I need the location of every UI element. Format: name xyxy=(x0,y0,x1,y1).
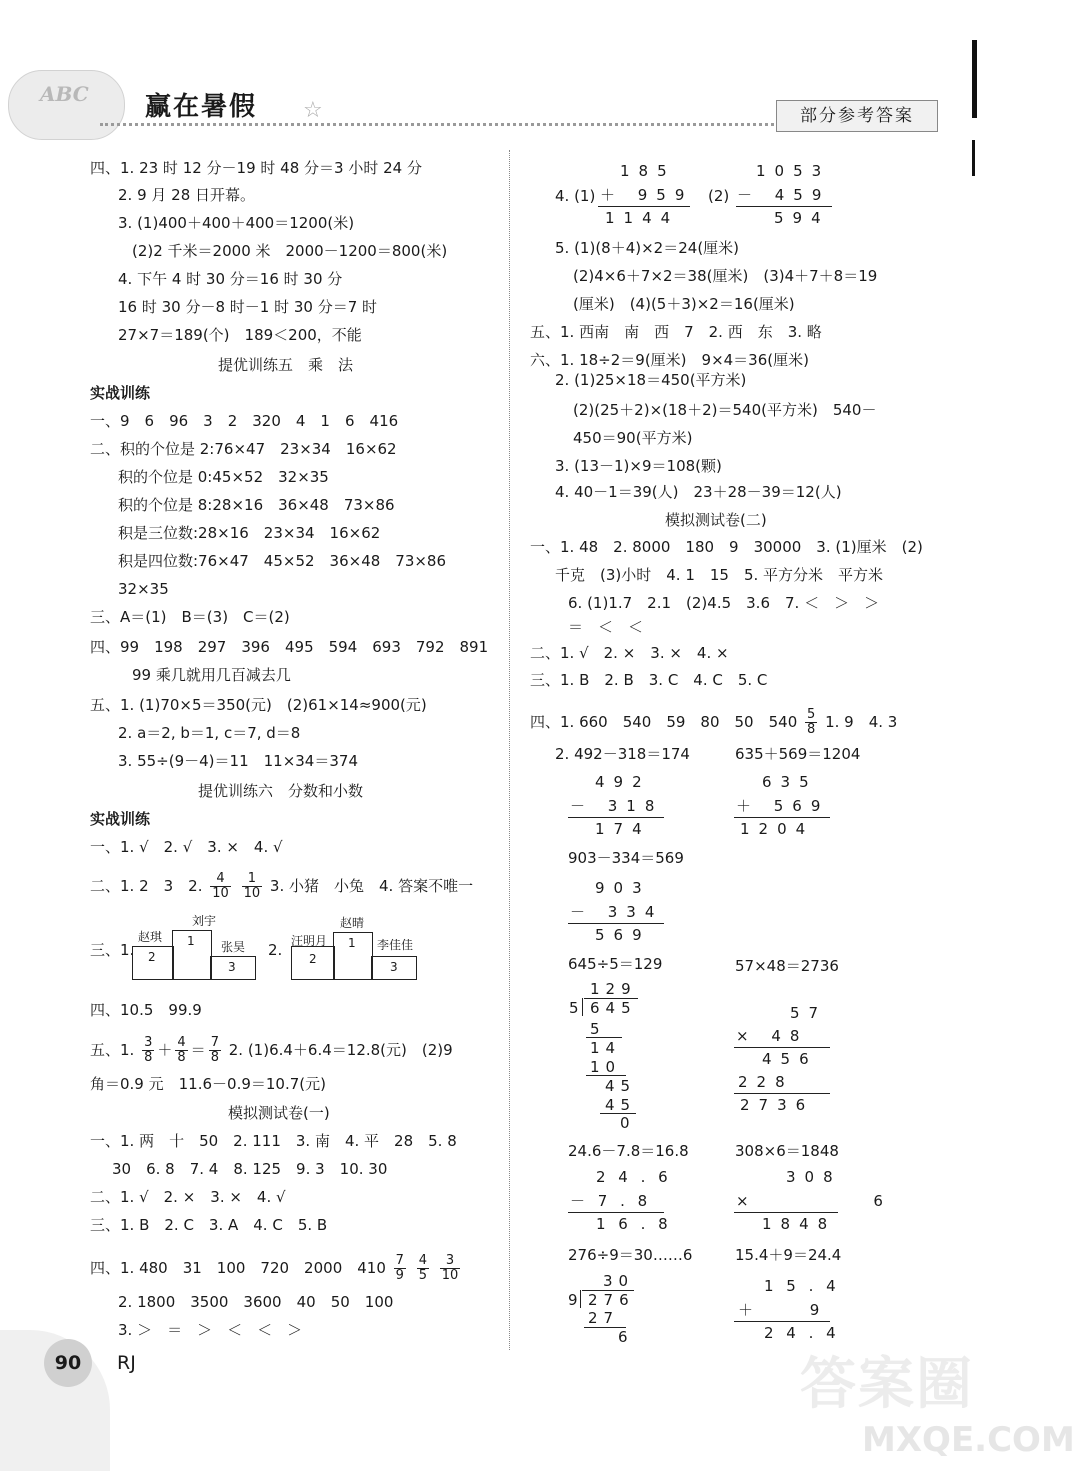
answer-text: 五、1. xyxy=(90,1041,135,1059)
answer-line: 六、1. 18÷2＝9(厘米) 9×4＝36(厘米) xyxy=(530,351,809,369)
answer-line: 四、10.5 99.9 xyxy=(90,1001,202,1019)
division-step: 27 xyxy=(588,1309,620,1327)
header-divider xyxy=(100,123,780,126)
podium-rank: 2 xyxy=(309,952,317,966)
vertical-calc-row: 174 xyxy=(595,820,651,838)
calc-rule xyxy=(586,1075,626,1076)
vertical-calc-row: 1 5 . 4 xyxy=(764,1277,840,1295)
watermark-url: MXQE.COM xyxy=(862,1420,1075,1460)
section-heading: 提优训练五 乘 法 xyxy=(218,356,354,374)
answer-text: 2. xyxy=(268,941,283,959)
answer-line: 2. 492－318＝174 xyxy=(555,745,690,763)
division-step: 5 xyxy=(590,1020,609,1038)
answer-line: 2. 1800 3500 3600 40 50 100 xyxy=(118,1293,394,1311)
podium-rank: 3 xyxy=(390,960,398,974)
vertical-calc-row: － 7 . 8 xyxy=(570,1192,652,1210)
answer-line: 3. ＞ ＝ ＞ ＜ ＜ ＞ xyxy=(118,1321,303,1339)
division-step: 45 xyxy=(605,1096,637,1114)
division-bracket xyxy=(582,998,583,1016)
fraction: $\frac{7}{8}$ xyxy=(210,1035,219,1065)
podium-name: 赵晴 xyxy=(340,916,365,930)
answer-line: 15.4＋9＝24.4 xyxy=(735,1246,842,1264)
answer-label: 4. (1) xyxy=(555,187,596,205)
section-label: 部分参考答案 xyxy=(776,100,938,132)
book-title: 赢在暑假 xyxy=(145,92,258,122)
vertical-calc-row: 569 xyxy=(595,926,651,944)
plus-sign: ＋ xyxy=(157,1041,173,1059)
answer-text: 1. 9 4. 3 xyxy=(825,713,898,731)
answer-text: 四、1. 480 31 100 720 2000 410 xyxy=(90,1259,386,1277)
subsection-label: 实战训练 xyxy=(90,810,151,828)
fraction: $\frac{4}{10}$ xyxy=(212,871,229,901)
calc-rule xyxy=(734,1321,830,1322)
star-icon: ☆ xyxy=(303,98,323,123)
division-bracket xyxy=(580,1290,581,1308)
answer-line: 五、1. 西南 南 西 7 2. 西 东 3. 略 xyxy=(530,323,822,341)
answer-line: 一、1. √ 2. √ 3. × 4. √ xyxy=(90,838,283,856)
fraction: $\frac{4}{5}$ xyxy=(418,1253,427,1283)
vertical-calc-row: ＋ 9 xyxy=(738,1301,846,1319)
answer-text: 二、1. 2 3 2. xyxy=(90,877,203,895)
answer-line: (2)4×6＋7×2＝38(厘米) (3)4＋7＋8＝19 xyxy=(573,267,878,285)
calc-rule xyxy=(586,1037,622,1038)
answer-line: 四、99 198 297 396 495 594 693 792 891 xyxy=(90,638,489,656)
vertical-calc-row: 185 xyxy=(620,162,676,180)
answer-line: 903－334＝569 xyxy=(568,849,684,867)
vertical-calc-row: 2736 xyxy=(740,1096,815,1114)
answer-line-fractions xyxy=(90,872,473,901)
answer-line: 30 6. 8 7. 4 8. 125 9. 3 10. 30 xyxy=(112,1160,388,1178)
division-dividend: 645 xyxy=(590,999,637,1017)
answer-line: (2)(25＋2)×(18＋2)＝540(平方米) 540－ xyxy=(573,401,877,419)
answer-line: 635＋569＝1204 xyxy=(735,745,861,763)
logo-text: ABC xyxy=(40,82,89,106)
podium-name: 汪明月 xyxy=(291,934,328,948)
vertical-calc-row: 635 xyxy=(762,773,818,791)
answer-line: 三、A＝(1) B＝(3) C＝(2) xyxy=(90,608,290,626)
page-edge-mark xyxy=(972,140,975,176)
answer-line: ＝ ＜ ＜ xyxy=(568,618,644,636)
page-edge-mark xyxy=(972,40,977,118)
answer-line: 27×7＝189(个) 189＜200，不能 xyxy=(118,326,362,344)
answer-line: 二、积的个位是 2:76×47 23×34 16×62 xyxy=(90,440,397,458)
fraction: $\frac{3}{10}$ xyxy=(441,1253,459,1283)
vertical-calc-row: ＋ 959 xyxy=(600,186,694,204)
answer-line: (2)2 千米＝2000 米 2000－1200＝800(米) xyxy=(132,242,448,260)
fraction: $\frac{1}{10}$ xyxy=(243,871,261,901)
division-quotient: 30 xyxy=(603,1272,635,1290)
vertical-calc-row: － 334 xyxy=(570,903,664,921)
answer-line: 2. (1)25×18＝450(平方米) xyxy=(555,371,747,389)
answer-line: 24.6－7.8＝16.8 xyxy=(568,1142,689,1160)
answer-text: 四、1. 660 540 59 80 50 540 xyxy=(530,713,798,731)
vertical-calc-row: × 48 xyxy=(736,1027,809,1045)
answer-line: 五、1. (1)70×5＝350(元) (2)61×14≈900(元) xyxy=(90,696,427,714)
answer-line: (厘米) (4)(5＋3)×2＝16(厘米) xyxy=(573,295,795,313)
calc-rule xyxy=(734,817,830,818)
vertical-calc-row: 228 xyxy=(738,1073,794,1091)
answer-line: 2. a＝2, b＝1, c＝7, d＝8 xyxy=(118,724,301,742)
vertical-calc-row: 492 xyxy=(595,773,651,791)
vertical-calc-row: 1204 xyxy=(740,820,815,838)
answer-line: 308×6＝1848 xyxy=(735,1142,839,1160)
calc-rule xyxy=(568,817,664,818)
answer-line: 3. (1)400＋400＋400＝1200(米) xyxy=(118,214,355,232)
answer-line: 57×48＝2736 xyxy=(735,957,839,975)
answer-line: 积的个位是 8:28×16 36×48 73×86 xyxy=(118,496,395,514)
vertical-calc-row: 1 6 . 8 xyxy=(596,1215,672,1233)
fraction: $\frac{7}{9}$ xyxy=(395,1253,404,1283)
vertical-calc-row: 1144 xyxy=(605,209,680,227)
answer-line: 四、1. 23 时 12 分－19 时 48 分＝3 小时 24 分 xyxy=(90,159,422,177)
calc-rule xyxy=(598,206,690,207)
fraction: $\frac{5}{8}$ xyxy=(807,707,816,737)
calc-rule xyxy=(736,206,832,207)
vertical-calc-row: － 459 xyxy=(737,186,831,204)
answer-line: 3. (13－1)×9＝108(颗) xyxy=(555,457,722,475)
answer-label: (2) xyxy=(708,187,730,205)
answer-line: 16 时 30 分－8 时－1 时 30 分＝7 时 xyxy=(118,298,378,316)
fraction: $\frac{4}{8}$ xyxy=(177,1035,186,1065)
answer-line: 645÷5＝129 xyxy=(568,955,663,973)
vertical-calc-row: 1848 xyxy=(762,1215,837,1233)
division-divisor: 5 xyxy=(569,999,588,1017)
vertical-calc-row: 2 4 . 6 xyxy=(596,1168,672,1186)
equals-sign: ＝ xyxy=(190,1041,206,1059)
vertical-calc-row: 594 xyxy=(774,209,830,227)
vertical-calc-row: － 318 xyxy=(570,797,664,815)
division-step: 10 xyxy=(590,1058,622,1076)
vertical-calc-row: × 6 xyxy=(736,1192,943,1210)
answer-line: 3. 55÷(9－4)＝11 11×34＝374 xyxy=(118,752,358,770)
answer-line: 6. (1)1.7 2.1 (2)4.5 3.6 7. ＜ ＞ ＞ xyxy=(568,594,880,612)
section-heading: 模拟测试卷(二) xyxy=(665,511,767,529)
answer-line-fractions xyxy=(90,1036,453,1065)
division-step: 45 xyxy=(605,1077,637,1095)
answer-line: 5. (1)(8＋4)×2＝24(厘米) xyxy=(555,239,740,257)
answer-line-fractions xyxy=(90,1254,463,1283)
vertical-calc-row: 456 xyxy=(762,1050,818,1068)
podium-name: 赵琪 xyxy=(138,930,163,944)
calc-rule xyxy=(734,1093,830,1094)
answer-text: 三、1. xyxy=(90,941,135,959)
podium-rank: 1 xyxy=(348,936,356,950)
answer-line: 角＝0.9 元 11.6－0.9＝10.7(元) xyxy=(90,1075,326,1093)
answer-line-fractions xyxy=(530,708,897,737)
vertical-calc-row: 903 xyxy=(595,879,651,897)
section-heading: 模拟测试卷(一) xyxy=(228,1104,330,1122)
answer-line: 450＝90(平方米) xyxy=(573,429,693,447)
podium-name: 刘宇 xyxy=(192,914,217,928)
edition-label: RJ xyxy=(117,1352,136,1374)
vertical-calc-row: 308 xyxy=(786,1168,842,1186)
division-quotient: 129 xyxy=(590,980,637,998)
answer-text: 2. (1)6.4＋6.4＝12.8(元) (2)9 xyxy=(228,1041,453,1059)
calc-rule xyxy=(568,1212,664,1213)
answer-line: 三、1. B 2. C 3. A 4. C 5. B xyxy=(90,1216,328,1234)
vertical-calc-row: 57 xyxy=(790,1004,828,1022)
answer-line: 积是四位数:76×47 45×52 36×48 73×86 xyxy=(118,552,447,570)
answer-line: 4. 40－1＝39(人) 23＋28－39＝12(人) xyxy=(555,483,842,501)
answer-line: 千克 (3)小时 4. 1 15 5. 平方分米 平方米 xyxy=(555,566,884,584)
answer-line: 276÷9＝30……6 xyxy=(568,1246,693,1264)
podium-rank: 3 xyxy=(228,960,236,974)
calc-rule xyxy=(568,923,664,924)
answer-line: 积的个位是 0:45×52 32×35 xyxy=(118,468,329,486)
calc-rule xyxy=(734,1047,830,1048)
page-number: 90 xyxy=(44,1339,92,1387)
answer-line: 二、1. √ 2. × 3. × 4. √ xyxy=(90,1188,286,1206)
division-divisor: 9 xyxy=(568,1291,587,1309)
podium-name: 张昊 xyxy=(221,940,246,954)
column-divider xyxy=(509,150,510,1350)
podium-rank: 1 xyxy=(187,934,195,948)
answer-line: 一、9 6 96 3 2 320 4 1 6 416 xyxy=(90,412,399,430)
answer-line: 4. 下午 4 时 30 分＝16 时 30 分 xyxy=(118,270,343,288)
vertical-calc-row: 1053 xyxy=(756,162,831,180)
answer-line: 一、1. 48 2. 8000 180 9 30000 3. (1)厘米 (2) xyxy=(530,538,923,556)
division-remainder: 0 xyxy=(620,1114,639,1132)
podium-rank: 2 xyxy=(148,950,156,964)
answer-line: 一、1. 两 十 50 2. 111 3. 南 4. 平 28 5. 8 xyxy=(90,1132,457,1150)
watermark-logo: 答案圈 xyxy=(800,1352,974,1417)
answer-line: 二、1. √ 2. × 3. × 4. × xyxy=(530,644,729,662)
calc-rule xyxy=(734,1212,838,1213)
fraction: $\frac{3}{8}$ xyxy=(144,1035,153,1065)
vertical-calc-row: ＋ 569 xyxy=(736,797,830,815)
podium-name: 李佳佳 xyxy=(377,938,414,952)
vertical-calc-row: 2 4 . 4 xyxy=(764,1324,840,1342)
division-remainder: 6 xyxy=(618,1328,637,1346)
division-dividend: 276 xyxy=(588,1291,635,1309)
section-heading: 提优训练六 分数和小数 xyxy=(198,782,364,800)
division-step: 14 xyxy=(590,1039,622,1057)
answer-line: 积是三位数:28×16 23×34 16×62 xyxy=(118,524,381,542)
answer-line: 三、1. B 2. B 3. C 4. C 5. C xyxy=(530,671,768,689)
answer-line: 2. 9 月 28 日开幕。 xyxy=(118,186,256,204)
subsection-label: 实战训练 xyxy=(90,384,151,402)
answer-line: 99 乘几就用几百减去几 xyxy=(132,666,291,684)
answer-line: 32×35 xyxy=(118,580,169,598)
answer-text: 3. 小猪 小兔 4. 答案不唯一 xyxy=(269,877,474,895)
